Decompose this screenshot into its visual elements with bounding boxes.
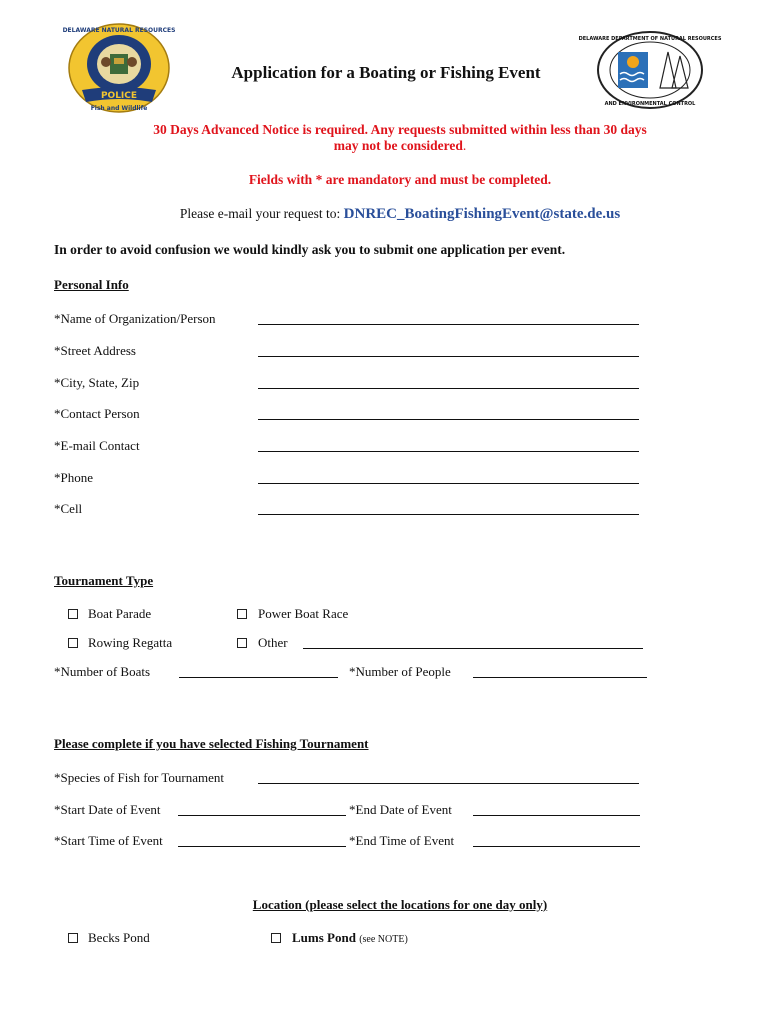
svg-text:DELAWARE NATURAL RESOURCES: DELAWARE NATURAL RESOURCES xyxy=(62,27,176,34)
becks-pond-checkbox[interactable] xyxy=(68,933,78,943)
fishing-tournament-heading: Please complete if you have selected Fishing Tournament xyxy=(54,736,369,751)
organization-input[interactable] xyxy=(258,324,639,325)
rowing-regatta-label: Rowing Regatta xyxy=(88,635,173,650)
other-input[interactable] xyxy=(303,648,643,649)
page-title: Application for a Boating or Fishing Event xyxy=(231,63,541,82)
personal-info-heading: Personal Info xyxy=(54,277,129,292)
advance-notice-line-2-text: may not be considered xyxy=(333,138,463,153)
tournament-type-heading: Tournament Type xyxy=(54,573,154,588)
mandatory-fields-notice: Fields with * are mandatory and must be completed. xyxy=(248,172,552,187)
start-date-input[interactable] xyxy=(178,815,346,816)
advance-notice-line-2 xyxy=(100,138,700,154)
end-time-label: *End Time of Event xyxy=(349,833,455,848)
lums-pond-option xyxy=(292,930,408,946)
species-input[interactable] xyxy=(258,783,639,784)
email-instruction xyxy=(75,206,725,223)
field-label-city: *City, State, Zip xyxy=(54,375,140,390)
email-link[interactable]: DNREC_BoatingFishingEvent@state.de.us xyxy=(343,206,621,222)
advance-notice-line-1: 30 Days Advanced Notice is required. Any requests submitted within less than 30 days xyxy=(153,122,647,137)
boat-parade-label: Boat Parade xyxy=(88,606,152,621)
boat-parade-checkbox[interactable] xyxy=(68,609,78,619)
svg-text:AND ENVIRONMENTAL CONTROL: AND ENVIRONMENTAL CONTROL xyxy=(604,101,696,107)
svg-text:DELAWARE DEPARTMENT OF NATURAL: DELAWARE DEPARTMENT OF NATURAL RESOURCES xyxy=(578,36,722,42)
city-state-zip-input[interactable] xyxy=(258,388,639,389)
lums-pond-note: (see NOTE) xyxy=(359,934,408,945)
contact-person-input[interactable] xyxy=(258,419,639,420)
field-label-street: *Street Address xyxy=(54,343,136,358)
lums-pond-checkbox[interactable] xyxy=(271,933,281,943)
number-of-people-label: *Number of People xyxy=(349,664,451,679)
lums-pond-label: Lums Pond xyxy=(292,930,356,945)
species-label: *Species of Fish for Tournament xyxy=(54,770,224,785)
svg-text:POLICE: POLICE xyxy=(100,91,138,101)
cell-input[interactable] xyxy=(258,514,639,515)
fish-wildlife-police-seal xyxy=(62,22,176,118)
field-label-contact: *Contact Person xyxy=(54,406,140,421)
power-boat-race-checkbox[interactable] xyxy=(237,609,247,619)
becks-pond-label: Becks Pond xyxy=(88,930,150,945)
start-date-label: *Start Date of Event xyxy=(54,802,161,817)
advance-notice-period: . xyxy=(462,138,467,153)
email-contact-input[interactable] xyxy=(258,451,639,452)
field-label-organization: *Name of Organization/Person xyxy=(54,311,216,326)
phone-input[interactable] xyxy=(258,483,639,484)
end-date-label: *End Date of Event xyxy=(349,802,452,817)
end-date-input[interactable] xyxy=(473,815,640,816)
number-of-boats-label: *Number of Boats xyxy=(54,664,151,679)
field-label-phone: *Phone xyxy=(54,470,93,485)
start-time-label: *Start Time of Event xyxy=(54,833,163,848)
location-heading: Location (please select the locations for one day only) xyxy=(252,897,548,912)
number-of-people-input[interactable] xyxy=(473,677,647,678)
svg-text:Fish and Wildlife: Fish and Wildlife xyxy=(90,105,148,112)
rowing-regatta-checkbox[interactable] xyxy=(68,638,78,648)
dnrec-seal xyxy=(578,30,722,110)
street-address-input[interactable] xyxy=(258,356,639,357)
one-application-instruction: In order to avoid confusion we would kindly ask you to submit one application per event. xyxy=(54,242,566,257)
other-label: Other xyxy=(258,635,288,650)
field-label-email: *E-mail Contact xyxy=(54,438,140,453)
field-label-cell: *Cell xyxy=(54,501,83,516)
other-checkbox[interactable] xyxy=(237,638,247,648)
email-prefix: Please e-mail your request to: xyxy=(179,206,344,221)
end-time-input[interactable] xyxy=(473,846,640,847)
number-of-boats-input[interactable] xyxy=(179,677,338,678)
power-boat-race-label: Power Boat Race xyxy=(258,606,349,621)
start-time-input[interactable] xyxy=(178,846,346,847)
